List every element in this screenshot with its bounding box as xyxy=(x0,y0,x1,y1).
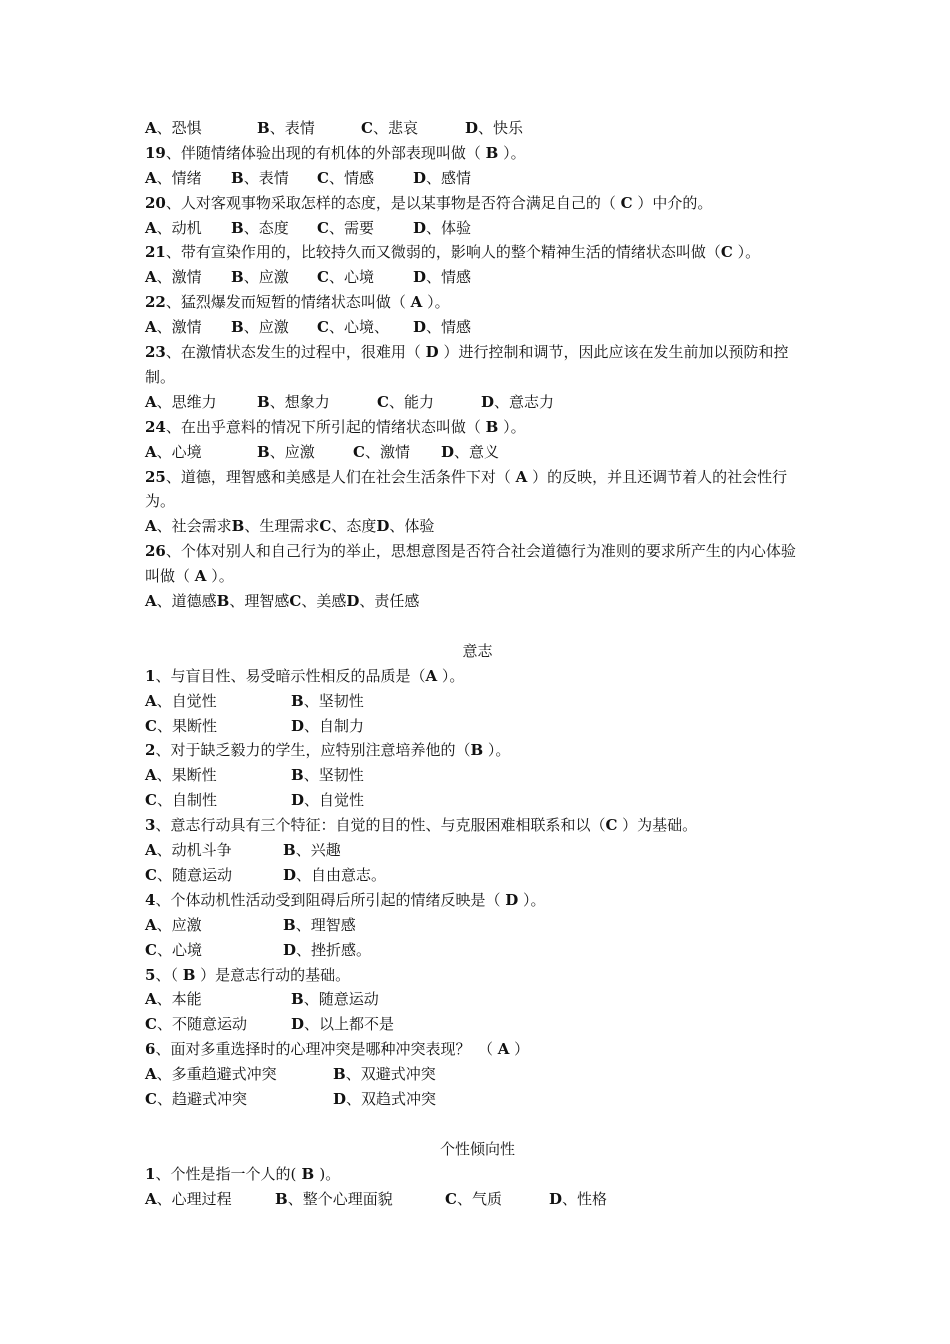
question xyxy=(145,539,810,589)
option xyxy=(445,1187,549,1212)
option-letter: A xyxy=(145,268,157,287)
option xyxy=(231,315,317,340)
option-text: 、思维力 xyxy=(156,392,217,411)
option xyxy=(481,390,554,415)
option xyxy=(257,440,353,465)
question xyxy=(145,813,810,838)
option-letter: D xyxy=(291,1015,305,1034)
options-row xyxy=(145,1012,810,1037)
option-letter: A xyxy=(145,990,157,1009)
option-text: 、激情 xyxy=(156,318,202,337)
option xyxy=(145,216,231,241)
option-letter: C xyxy=(317,168,329,187)
option xyxy=(145,589,217,614)
answer-letter: A xyxy=(515,467,528,486)
options-row xyxy=(145,315,810,340)
option-letter: C xyxy=(317,218,329,237)
option-text: 、情绪 xyxy=(156,168,202,187)
answer-letter: A xyxy=(425,666,438,685)
options-row xyxy=(145,216,810,241)
option xyxy=(283,838,341,863)
options-row xyxy=(145,938,810,963)
options-row xyxy=(145,689,810,714)
option-text: 、果断性 xyxy=(156,766,217,785)
options-row xyxy=(145,863,810,888)
option-text: 、社会需求 xyxy=(156,517,232,536)
option xyxy=(145,788,291,813)
question xyxy=(145,888,810,913)
question-number: 19 xyxy=(145,143,166,162)
question-number: 21 xyxy=(145,243,166,262)
options-row xyxy=(145,589,810,614)
option-text: 、随意运动 xyxy=(303,990,379,1009)
option-text: 、激情 xyxy=(364,442,410,461)
answer-letter: B xyxy=(182,965,196,984)
option-text: 、自由意志。 xyxy=(296,865,387,884)
option xyxy=(145,863,283,888)
option xyxy=(317,265,413,290)
option xyxy=(413,315,471,340)
option-letter: B xyxy=(283,841,296,860)
option-text: 、心理过程 xyxy=(156,1189,232,1208)
option xyxy=(413,166,471,191)
options-row xyxy=(145,390,810,415)
option xyxy=(145,514,232,539)
question-text: 、人对客观事物采取怎样的态度，是以某事物是否符合满足自己的（ xyxy=(165,193,621,212)
option-letter: D xyxy=(481,392,495,411)
option-letter: D xyxy=(333,1090,347,1108)
option-text: 、表情 xyxy=(269,119,315,137)
option-letter: B xyxy=(257,119,270,137)
option xyxy=(145,315,231,340)
option-text: 、体验 xyxy=(389,517,435,536)
option xyxy=(377,390,481,415)
option-text: 、感情 xyxy=(426,168,472,187)
option-letter: B xyxy=(257,392,270,411)
option-letter: C xyxy=(145,940,157,959)
question-number: 23 xyxy=(145,343,166,362)
question-text: 、（ xyxy=(155,965,183,984)
section-heading: 意志 xyxy=(462,641,493,660)
option-text: 、激情 xyxy=(156,268,202,287)
option xyxy=(145,1087,333,1112)
option-text: 、理智感 xyxy=(229,592,290,611)
option-text: 、态度 xyxy=(331,517,377,536)
option-letter: A xyxy=(145,592,157,611)
option xyxy=(231,216,317,241)
question-text-end: ）。 xyxy=(437,666,465,685)
answer-letter: B xyxy=(485,143,499,162)
question-number: 2 xyxy=(145,741,156,760)
option-text: 、应激 xyxy=(243,318,289,337)
option-text: 、兴趣 xyxy=(295,841,341,860)
option xyxy=(145,1012,291,1037)
option-letter: B xyxy=(283,915,296,934)
option-text: 、快乐 xyxy=(478,119,524,137)
option-text: 、想象力 xyxy=(269,392,330,411)
option-text: 、动机斗争 xyxy=(156,841,232,860)
question-text: 、道德，理智感和美感是人们在社会生活条件下对（ xyxy=(165,467,516,486)
option-text: 、气质 xyxy=(456,1189,502,1208)
option-text: 、随意运动 xyxy=(156,865,232,884)
option-letter: B xyxy=(216,592,230,611)
options-row xyxy=(145,838,810,863)
option-text: 、心境 xyxy=(156,442,202,461)
option xyxy=(361,116,465,141)
option-text: 、应激 xyxy=(243,268,289,287)
question-text-end: ）。 xyxy=(732,243,761,262)
option-letter: B xyxy=(333,1065,346,1084)
option-letter: A xyxy=(145,1065,157,1084)
option-letter: D xyxy=(291,716,305,735)
option-letter: A xyxy=(145,119,157,137)
option-text: 、情感 xyxy=(426,268,472,287)
question xyxy=(145,191,810,216)
options-row xyxy=(145,440,810,465)
option-letter: A xyxy=(145,915,157,934)
question-number: 24 xyxy=(145,417,166,436)
option xyxy=(145,763,291,788)
option-text: 、坚韧性 xyxy=(303,766,364,785)
question-text-end: ）。 xyxy=(498,143,526,162)
question-text-end: ）。 xyxy=(498,417,526,436)
option xyxy=(291,714,364,739)
options-row xyxy=(145,1062,810,1087)
option-text: 、态度 xyxy=(243,218,289,237)
question-text-end: ）中介的。 xyxy=(632,193,713,212)
option-letter: D xyxy=(291,791,305,810)
option xyxy=(257,390,377,415)
option-letter: C xyxy=(319,517,332,536)
option-letter: A xyxy=(145,1189,157,1208)
question-number: 20 xyxy=(145,193,166,212)
document-page xyxy=(145,116,810,1211)
question-number: 1 xyxy=(145,1164,156,1183)
option-text: 、情感 xyxy=(328,168,374,187)
option-letter: A xyxy=(145,168,157,187)
option-letter: A xyxy=(145,841,157,860)
option-text: 、意义 xyxy=(454,442,500,461)
option-letter: D xyxy=(283,940,297,959)
question xyxy=(145,141,810,166)
option-letter: A xyxy=(145,517,157,536)
option-letter: D xyxy=(465,119,479,137)
options-row xyxy=(145,514,810,539)
option xyxy=(145,1062,333,1087)
option-text: 、责任感 xyxy=(359,592,420,611)
question-text: 、面对多重选择时的心理冲突是哪种冲突表现？ （ xyxy=(155,1040,498,1059)
option xyxy=(376,514,434,539)
option-text: 、坚韧性 xyxy=(303,691,364,710)
option-text: 、表情 xyxy=(243,168,289,187)
option-letter: C xyxy=(377,392,389,411)
option-letter: B xyxy=(231,517,245,536)
question-number: 22 xyxy=(145,293,166,312)
answer-letter: D xyxy=(425,343,439,362)
option-text: 、意志力 xyxy=(494,392,555,411)
question-text-end: ）。 xyxy=(422,293,450,312)
option xyxy=(317,166,413,191)
options-row xyxy=(145,987,810,1012)
option-letter: B xyxy=(231,318,244,337)
option xyxy=(145,166,231,191)
option-letter: D xyxy=(549,1189,563,1208)
option-letter: A xyxy=(145,766,157,785)
option-letter: B xyxy=(231,218,244,237)
option xyxy=(333,1087,436,1112)
option-text: 、趋避式冲突 xyxy=(156,1090,247,1108)
option-letter: D xyxy=(413,268,427,287)
option-letter: C xyxy=(145,791,157,810)
option-letter: C xyxy=(317,318,329,337)
option xyxy=(275,1187,445,1212)
question xyxy=(145,465,810,515)
option-text: 、不随意运动 xyxy=(156,1015,247,1034)
option xyxy=(283,863,386,888)
question-text: 、在激情状态发生的过程中，很难用（ xyxy=(165,343,426,362)
option xyxy=(333,1062,436,1087)
question-number: 3 xyxy=(145,816,156,835)
option xyxy=(291,763,364,788)
option-text: 、果断性 xyxy=(156,716,217,735)
option-letter: D xyxy=(283,865,297,884)
question-number: 26 xyxy=(145,542,166,561)
options-row xyxy=(145,116,810,141)
option-text: 、心境 xyxy=(328,268,374,287)
question-text-end: ）是意志行动的基础。 xyxy=(195,965,351,984)
option-text: 、美感 xyxy=(301,592,347,611)
question-number: 4 xyxy=(145,890,156,909)
option xyxy=(145,938,283,963)
option xyxy=(291,1012,394,1037)
question-text-end: )。 xyxy=(319,1164,341,1183)
option xyxy=(317,216,413,241)
option-text: 、悲哀 xyxy=(372,119,418,137)
option-letter: D xyxy=(376,517,390,536)
question-text-end: ） xyxy=(509,1040,530,1059)
option-letter: C xyxy=(145,1090,157,1108)
option-letter: B xyxy=(231,168,244,187)
option-letter: C xyxy=(361,119,373,137)
question-text-end: ）进行控制和调节，因此应该在发生前加以预防和控制。 xyxy=(145,343,789,386)
option xyxy=(145,714,291,739)
section-heading: 个性倾向性 xyxy=(439,1139,515,1158)
option-letter: C xyxy=(145,1015,157,1034)
question-number: 5 xyxy=(145,965,156,984)
option-text: 、理智感 xyxy=(295,915,356,934)
question xyxy=(145,963,810,988)
option-letter: D xyxy=(441,442,455,461)
question xyxy=(145,664,810,689)
option xyxy=(145,440,257,465)
options-row xyxy=(145,763,810,788)
answer-letter: A xyxy=(194,567,207,586)
option-letter: B xyxy=(291,990,304,1009)
question-text: 、带有宣染作用的，比较持久而又微弱的，影响人的整个精神生活的情绪状态叫做（ xyxy=(165,243,721,262)
question-text-end: ）。 xyxy=(518,890,546,909)
question xyxy=(145,240,810,265)
option-text: 、性格 xyxy=(562,1189,608,1208)
option-text: 、动机 xyxy=(156,218,202,237)
option-text: 、恐惧 xyxy=(156,119,202,137)
answer-letter: B xyxy=(470,741,484,760)
option-letter: A xyxy=(145,442,157,461)
option xyxy=(413,216,471,241)
blank-line xyxy=(145,1112,810,1137)
question xyxy=(145,415,810,440)
option-text: 、情感 xyxy=(426,318,472,337)
option-letter: D xyxy=(413,318,427,337)
question-number: 25 xyxy=(145,467,166,486)
option-text: 、整个心理面貌 xyxy=(287,1189,393,1208)
option-text: 、双趋式冲突 xyxy=(346,1090,437,1108)
option xyxy=(257,116,361,141)
option xyxy=(232,514,320,539)
option-text: 、生理需求 xyxy=(244,517,320,536)
option xyxy=(346,589,419,614)
option-letter: C xyxy=(289,592,302,611)
option xyxy=(317,315,413,340)
option xyxy=(291,987,379,1012)
option-text: 、心境 xyxy=(156,940,202,959)
option xyxy=(145,265,231,290)
option-letter: D xyxy=(413,218,427,237)
option-text: 、自制力 xyxy=(304,716,365,735)
question-text-end: ）的反映，并且还调节着人的社会性行为。 xyxy=(145,467,788,511)
answer-letter: A xyxy=(410,293,423,312)
question xyxy=(145,1162,810,1187)
option xyxy=(283,938,371,963)
option-text: 、能力 xyxy=(388,392,434,411)
option-text: 、道德感 xyxy=(156,592,217,611)
question xyxy=(145,290,810,315)
question-text: 、个性是指一个人的( xyxy=(155,1164,297,1183)
options-row xyxy=(145,788,810,813)
option-text: 、多重趋避式冲突 xyxy=(156,1065,277,1084)
option-letter: D xyxy=(346,592,360,611)
option-letter: C xyxy=(353,442,365,461)
question-text: 、意志行动具有三个特征：自觉的目的性、与克服困难相联系和以（ xyxy=(155,816,606,835)
option-text: 、挫折感。 xyxy=(296,940,372,959)
options-row xyxy=(145,1187,810,1212)
option-text: 、本能 xyxy=(156,990,202,1009)
option-letter: C xyxy=(445,1189,457,1208)
answer-letter: C xyxy=(620,193,633,212)
option xyxy=(145,116,257,141)
option xyxy=(231,265,317,290)
option-letter: D xyxy=(413,168,427,187)
option xyxy=(283,913,356,938)
question-text: 、与盲目性、易受暗示性相反的品质是（ xyxy=(155,666,426,685)
question xyxy=(145,1037,810,1062)
option-text: 、以上都不是 xyxy=(304,1015,395,1034)
option-text: 、心境、 xyxy=(328,318,389,337)
option xyxy=(291,788,364,813)
option xyxy=(231,166,317,191)
option-text: 、体验 xyxy=(426,218,472,237)
option xyxy=(353,440,441,465)
question-text: 、伴随情绪体验出现的有机体的外部表现叫做（ xyxy=(165,143,486,162)
question-text-end: ）为基础。 xyxy=(617,816,698,835)
option xyxy=(145,689,291,714)
option-letter: C xyxy=(145,716,157,735)
option-letter: B xyxy=(291,766,304,785)
question-number: 1 xyxy=(145,666,156,685)
question-text-end: ）。 xyxy=(206,567,234,586)
option-text: 、需要 xyxy=(328,218,374,237)
answer-letter: C xyxy=(720,243,733,262)
option xyxy=(291,689,364,714)
option-text: 、自觉性 xyxy=(304,791,365,810)
option-letter: B xyxy=(275,1189,288,1208)
option xyxy=(145,1187,275,1212)
question-text-end: ）。 xyxy=(483,741,511,760)
option-letter: A xyxy=(145,691,157,710)
answer-letter: D xyxy=(505,890,519,909)
question-text: 、猛烈爆发而短暂的情绪状态叫做（ xyxy=(165,293,411,312)
options-row xyxy=(145,265,810,290)
answer-letter: B xyxy=(485,417,499,436)
option-letter: B xyxy=(231,268,244,287)
option-letter: B xyxy=(291,691,304,710)
option xyxy=(145,838,283,863)
options-row xyxy=(145,166,810,191)
option-letter: B xyxy=(257,442,270,461)
option xyxy=(465,116,523,141)
option xyxy=(145,987,291,1012)
answer-letter: B xyxy=(296,1164,320,1183)
options-row xyxy=(145,913,810,938)
option xyxy=(441,440,499,465)
option xyxy=(289,589,346,614)
option xyxy=(549,1187,607,1212)
answer-letter: A xyxy=(497,1040,510,1059)
question-text: 、个体动机性活动受到阻碍后所引起的情绪反映是（ xyxy=(155,890,506,909)
option-letter: C xyxy=(145,865,157,884)
options-row xyxy=(145,714,810,739)
option-letter: A xyxy=(145,392,157,411)
option-text: 、自制性 xyxy=(156,791,217,810)
option-text: 、应激 xyxy=(156,915,202,934)
question-text: 、对于缺乏毅力的学生，应特别注意培养他的（ xyxy=(155,741,471,760)
question xyxy=(145,738,810,763)
question xyxy=(145,340,810,390)
option-letter: C xyxy=(317,268,329,287)
option-letter: A xyxy=(145,218,157,237)
question-number: 6 xyxy=(145,1040,156,1059)
option-text: 、应激 xyxy=(269,442,315,461)
blank-line xyxy=(145,614,810,639)
options-row xyxy=(145,1087,810,1112)
option-text: 、自觉性 xyxy=(156,691,217,710)
option xyxy=(413,265,471,290)
answer-letter: C xyxy=(605,816,618,835)
option xyxy=(145,913,283,938)
question-text: 、在出乎意料的情况下所引起的情绪状态叫做（ xyxy=(165,417,486,436)
option-letter: A xyxy=(145,318,157,337)
option-text: 、双避式冲突 xyxy=(345,1065,436,1084)
question-text: 、个体对别人和自己行为的举止，思想意图是否符合社会道德行为准则的要求所产生的内心体验叫做（ xyxy=(145,542,796,586)
option xyxy=(145,390,257,415)
option xyxy=(217,589,290,614)
option xyxy=(319,514,376,539)
